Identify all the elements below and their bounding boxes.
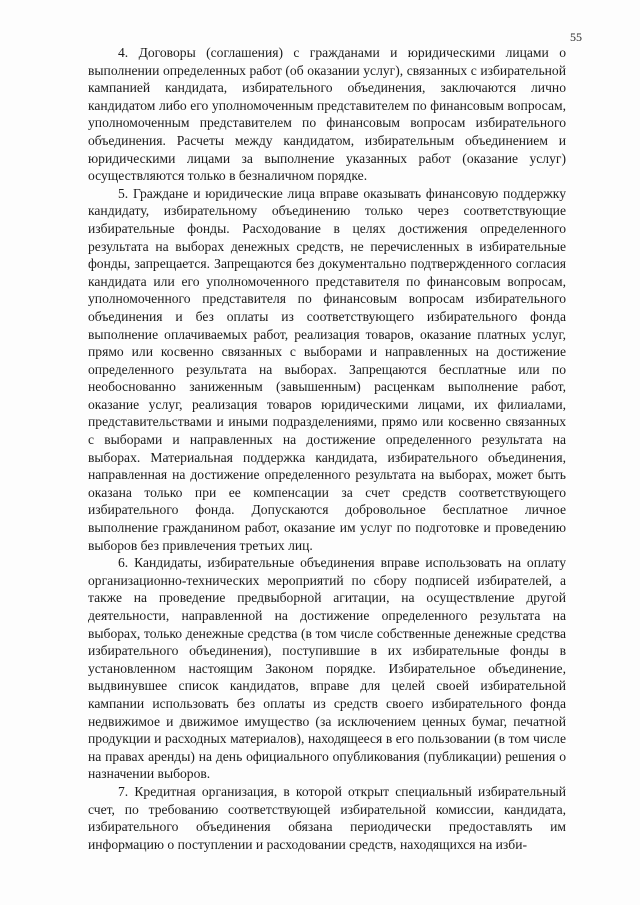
document-body <box>88 44 566 853</box>
paragraph-7: 7. Кредитная организация, в которой открыт специальный избирательный счет, по требованию соответствующей избирательной комиссии, кандидата, избирательного объединения обязана периодически предоставлять им информацию о поступлении и расходовании средств, находящихся на изби- <box>88 783 566 852</box>
page-number: 55 <box>570 30 582 44</box>
paragraph-4: 4. Договоры (соглашения) с гражданами и юридическими лицами о выполнении определенных работ (об оказании услуг), связанных с избирательной кампанией кандидата, избирательного объединения, заключаются лично кандидатом либо его уполномоченным представителем по финансовым вопросам, уполномоченным представителем по финансовым вопросам избирательного объединения. Расчеты между кандидатом, избирательным объединением и юридическими лицами за выполнение указанных работ (оказание услуг) осуществляются только в безналичном порядке. <box>88 45 566 184</box>
paragraph-6: 6. Кандидаты, избирательные объединения вправе использовать на оплату организационно-технических мероприятий по сбору подписей избирателей, а также на проведение предвыборной агитации, на осуществление другой деятельности, направленной на достижение определенного результата на выборах, только денежные средства (в том числе собственные денежные средства избирательного объединения), поступившие в их избирательные фонды в установленном настоящим Законом порядке. Избирательное объединение, выдвинувшее список кандидатов, вправе для целей своей избирательной кампании использовать без оплаты из средств своего избирательного фонда недвижимое и движимое имущество (за исключением ценных бумаг, печатной продукции и расходных материалов), находящееся в его пользовании (в том числе на правах аренды) на день официального опубликования (публикации) решения о назначении выборов. <box>88 555 566 782</box>
paragraph-5: 5. Граждане и юридические лица вправе оказывать финансовую поддержку кандидату, избирательному объединению только через соответствующие избирательные фонды. Расходование в целях достижения определенного результата на выборах денежных средств, не перечисленных в избирательные фонды, запрещается. Запрещаются без документально подтвержденного согласия кандидата или его уполномоченного представителя по финансовым вопросам, уполномоченного представителя по финансовым вопросам избирательного объединения и без оплаты из соответствующего избирательного фонда выполнение оплачиваемых работ, реализация товаров, оказание платных услуг, прямо или косвенно связанных с выборами и направленных на достижение определенного результата на выборах. Запрещаются бесплатные или по необоснованно заниженным (завышенным) расценкам выполнение работ, оказание услуг, реализация товаров юридическими лицами, их филиалами, представительствами и иными подразделениями, прямо или косвенно связанных с выборами и направленных на достижение определенного результата на выборах. Материальная поддержка кандидата, избирательного объединения, направленная на достижение определенного результата на выборах, может быть оказана только при ее компенсации за счет средств соответствующего избирательного фонда. Допускаются добровольное бесплатное личное выполнение гражданином работ, оказание им услуг по подготовке и проведению выборов без привлечения третьих лиц. <box>88 185 566 553</box>
